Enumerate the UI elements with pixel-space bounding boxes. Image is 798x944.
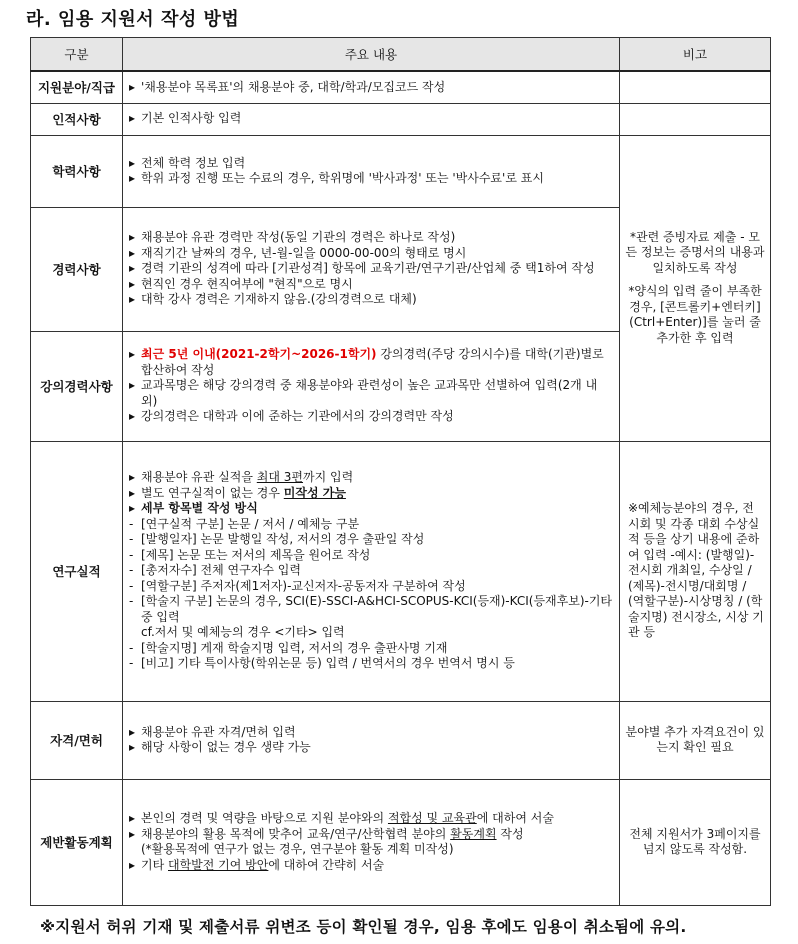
bullet-icon: ▸ xyxy=(129,409,136,424)
bullet-icon: ▸ xyxy=(129,378,136,393)
row-content: ▸ 본인의 경력 및 역량을 바탕으로 지원 분야와의 적합성 및 교육관에 대하여 서술 ▸ 채용분야의 활용 목적에 맞추어 교육/연구/산학협력 분야의 활동계획 작성 (*활용목적에 연구가 없는 경우, 연구분야 활동 계획 미작성) ▸ 기타 대학발전 기여 방안에 대하여 간략히 서술 xyxy=(123,779,620,905)
bullet-icon: ▸ xyxy=(129,276,136,291)
dash-icon: - xyxy=(129,516,134,531)
application-guide-table xyxy=(30,37,771,906)
bullet-icon: ▸ xyxy=(129,826,136,841)
plan-note: 전체 지원서가 3페이지를 넘지 않도록 작성함. xyxy=(620,779,771,905)
bullet-icon: ▸ xyxy=(129,111,136,126)
row-label: 인적사항 xyxy=(31,103,123,135)
bullet-icon: ▸ xyxy=(129,470,136,485)
row-label: 연구실적 xyxy=(31,441,123,701)
row-field xyxy=(31,71,771,103)
research-note: ※예체능분야의 경우, 전시회 및 각종 대회 수상실적 등을 상기 내용에 준하여 입력 -예시: (발행일)-전시회 개최일, 수상일 / (제목)-전시명/대회명 / (역할구분)-시상명칭 / (학술지명) 전시장소, 시상 기관 등 xyxy=(620,441,771,701)
section-title: 라. 임용 지원서 작성 방법 xyxy=(26,9,240,30)
bullet-icon: ▸ xyxy=(129,79,136,94)
bullet-icon: ▸ xyxy=(129,171,136,185)
row-label: 학력사항 xyxy=(31,135,123,207)
shared-note xyxy=(620,135,771,441)
row-note-empty xyxy=(620,71,771,103)
dash-icon: - xyxy=(129,547,134,562)
row-label: 자격/면허 xyxy=(31,701,123,779)
bullet-icon: ▸ xyxy=(129,230,136,245)
dash-icon: - xyxy=(129,594,134,609)
bullet-icon: ▸ xyxy=(129,245,136,260)
bullet-icon: ▸ xyxy=(129,740,136,754)
row-education xyxy=(31,135,771,207)
highlight-period: 최근 5년 이내(2021-2학기~2026-1학기) xyxy=(141,347,377,362)
row-label: 경력사항 xyxy=(31,207,123,331)
row-content: ▸ 채용분야 유관 자격/면허 입력 ▸ 해당 사항이 없는 경우 생략 가능 xyxy=(123,701,620,779)
row-content: ▸ 최근 5년 이내(2021-2학기~2026-1학기) 강의경력(주당 강의시수)를 대학(기관)별로 합산하여 작성 ▸ 교과목명은 해당 강의경력 중 채용분야와 관련성이 높은 교과목만 선별하여 입력(2개 내외) ▸ 강의경력은 대학과 이에 준하는 기관에서의 강의경력만 작성 xyxy=(123,331,620,441)
warning-footer: ※지원서 허위 기재 및 제출서류 위변조 등이 확인될 경우, 임용 후에도 임용이 취소됨에 유의. xyxy=(40,918,687,936)
row-content: ▸ '채용분야 목록표'의 채용분야 중, 대학/학과/모집코드 작성 xyxy=(123,71,620,103)
header-remarks: 비고 xyxy=(620,38,771,72)
row-research xyxy=(31,441,771,701)
bullet-icon: ▸ xyxy=(129,155,136,170)
row-personal xyxy=(31,103,771,135)
bullet-icon: ▸ xyxy=(129,485,136,500)
bullet-icon: ▸ xyxy=(129,811,136,825)
bullet-icon: ▸ xyxy=(129,724,136,739)
bullet-icon: ▸ xyxy=(129,347,136,362)
header-category: 구분 xyxy=(31,38,123,72)
row-label: 지원분야/직급 xyxy=(31,71,123,103)
dash-icon: - xyxy=(129,578,134,593)
dash-icon: - xyxy=(129,532,134,547)
row-label: 제반활동계획 xyxy=(31,779,123,905)
row-note-empty xyxy=(620,103,771,135)
dash-icon: - xyxy=(129,640,134,655)
row-plan xyxy=(31,779,771,905)
bullet-icon: ▸ xyxy=(129,261,136,276)
table-header-row xyxy=(31,38,771,72)
license-note: 분야별 추가 자격요건이 있는지 확인 필요 xyxy=(620,701,771,779)
bullet-icon: ▸ xyxy=(129,292,136,307)
row-content: ▸ 기본 인적사항 입력 xyxy=(123,103,620,135)
bullet-icon: ▸ xyxy=(129,501,136,516)
dash-icon: - xyxy=(129,563,134,578)
row-content: ▸ 채용분야 유관 실적을 최대 3편까지 입력 ▸ 별도 연구실적이 없는 경우 미작성 가능 ▸ 세부 항목별 작성 방식 - [연구실적 구분] 논문 / 저서 / 예체능 구분 - [발행일자] 논문 발행일 작성, 저서의 경우 출판일 작성 - [제목] 논문 또는 저서의 제목을 원어로 작성 - [총저자수] 전체 연구자수 입력 - [역할구분] 주저자(제1저자)-교신저자-공동저자 구분하여 작성 - [학술지 구분] 논문의 경우, SCI(E)-SSCI-A&HCI-SCOPUS-KCI(등재)-KCI(등재후보)-기타 중 입력 cf.저서 및 예체능의 경우 <기타> 입력 - [학술지명] 게재 학술지명 입력, 저서의 경우 출판사명 기재 - [비고] 기타 특이사항(학위논문 등) 입력 / 번역서의 경우 번역서 명시 등 xyxy=(123,441,620,701)
note-evidence: *관련 증빙자료 제출 - 모든 정보는 증명서의 내용과 일치하도록 작성 xyxy=(625,229,765,275)
bullet-icon: ▸ xyxy=(129,857,136,872)
header-content: 주요 내용 xyxy=(123,38,620,72)
row-license xyxy=(31,701,771,779)
dash-icon: - xyxy=(129,656,134,671)
row-label: 강의경력사항 xyxy=(31,331,123,441)
row-content: ▸ 전체 학력 정보 입력 ▸ 학위 과정 진행 또는 수료의 경우, 학위명에 '박사과정' 또는 '박사수료'로 표시 xyxy=(123,135,620,207)
note-input-lines: *양식의 입력 줄이 부족한 경우, [콘트롤키+엔터키](Ctrl+Enter)]를 눌러 줄 추가한 후 입력 xyxy=(628,284,762,345)
row-content: ▸ 채용분야 유관 경력만 작성(동일 기관의 경력은 하나로 작성) ▸ 재직기간 날짜의 경우, 년-월-일을 0000-00-00의 형태로 명시 ▸ 경력 기관의 성격에 따라 [기관성격] 항목에 교육기관/연구기관/산업체 중 택1하여 작성 ▸ 현직인 경우 현직여부에 "현직"으로 명시 ▸ 대학 강사 경력은 기재하지 않음.(강의경력으로 대체) xyxy=(123,207,620,331)
